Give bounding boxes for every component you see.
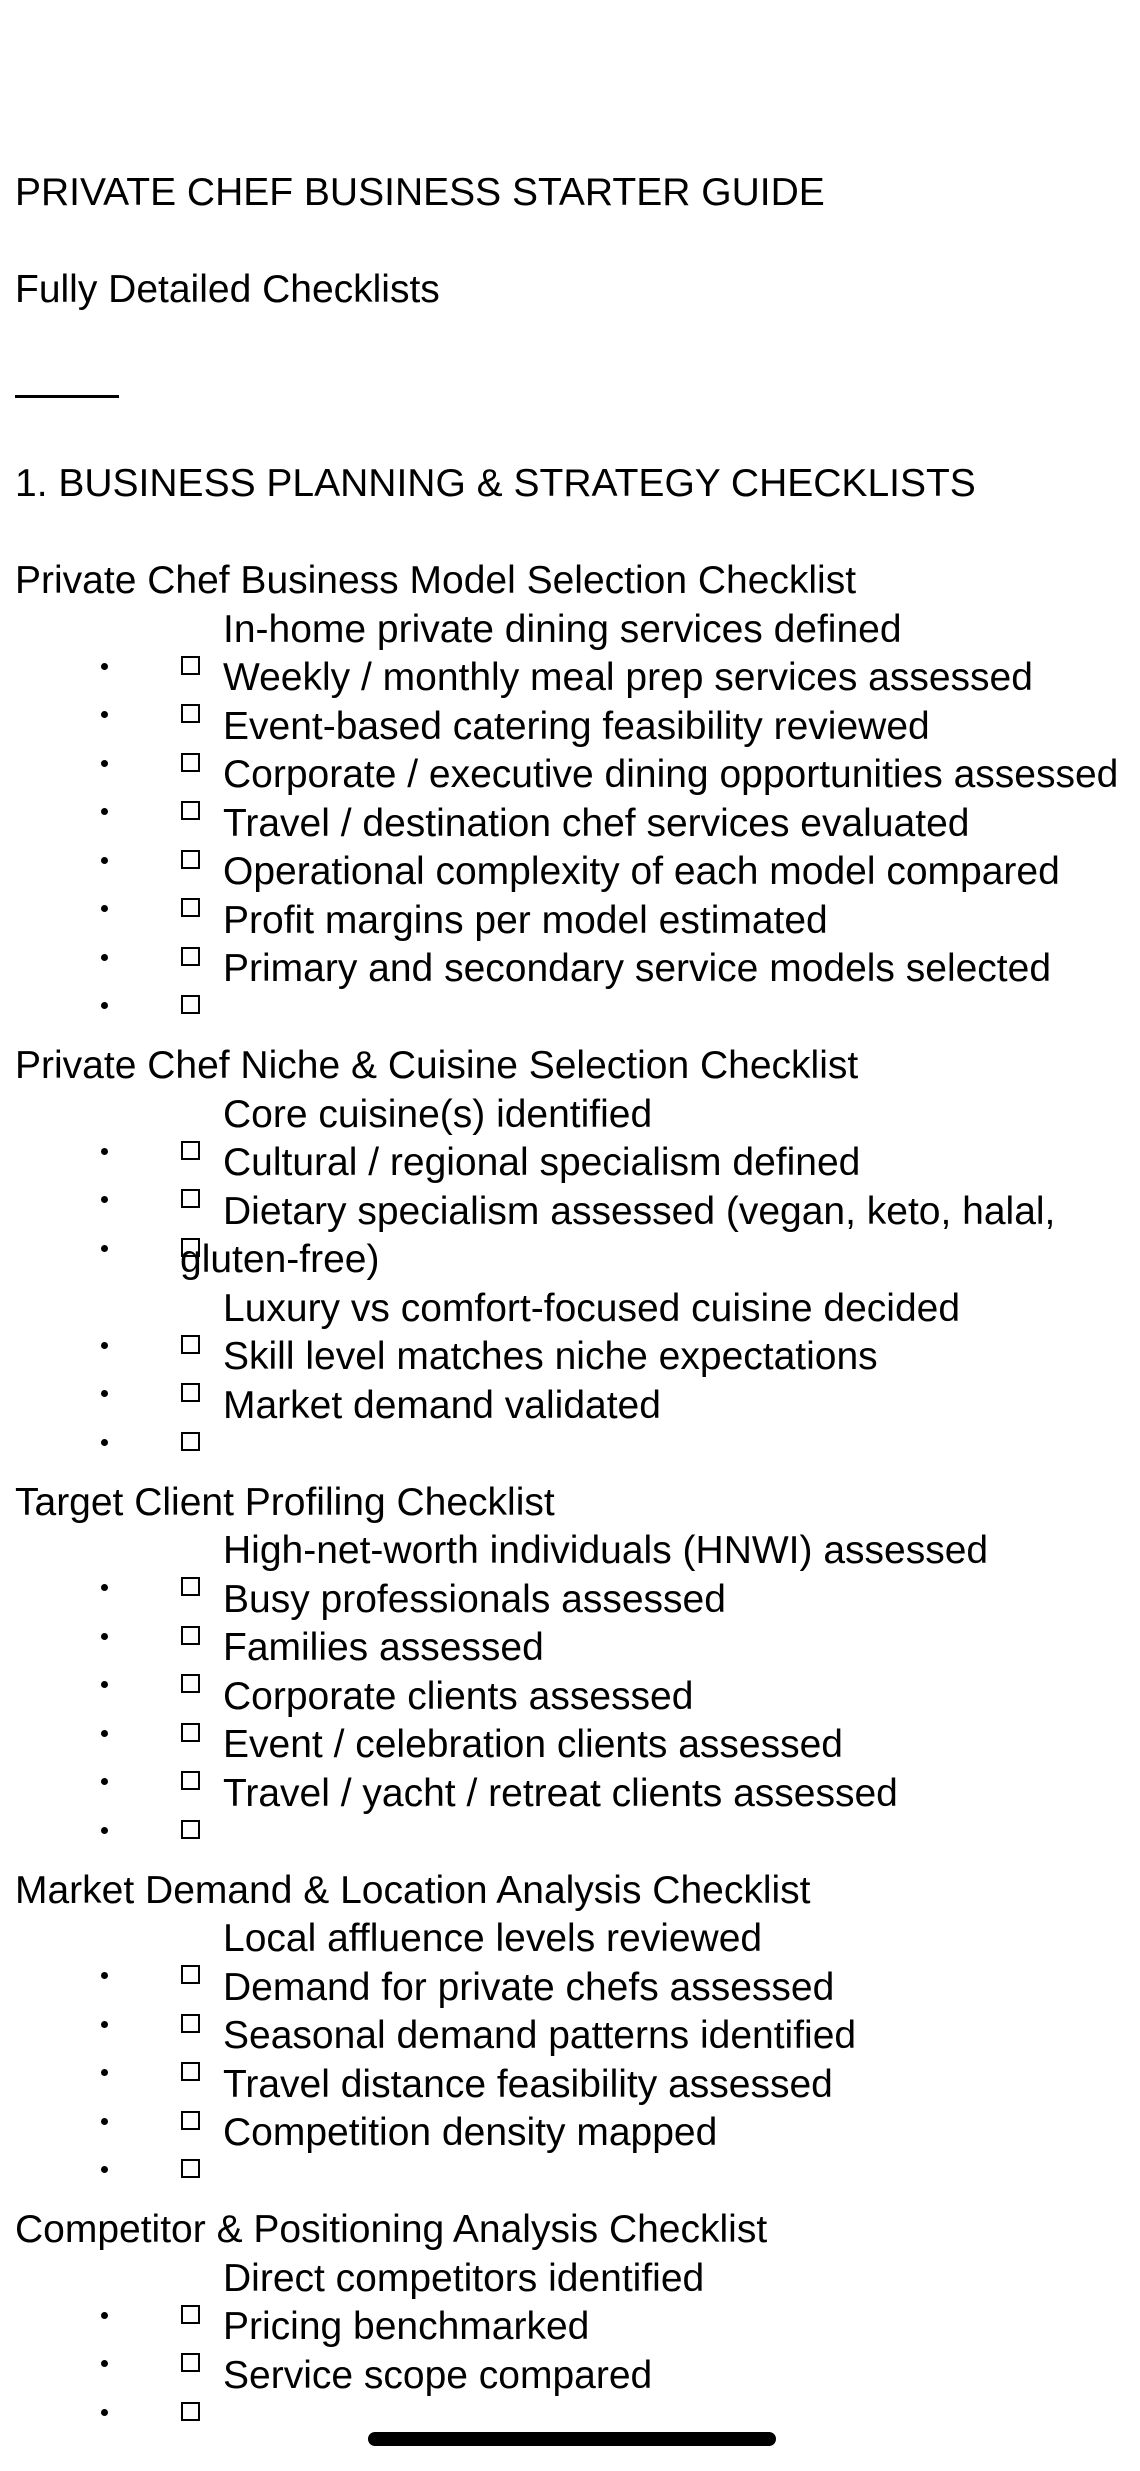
checklists-container (15, 557, 1135, 2400)
checklist-item (15, 1285, 1135, 1334)
document-title: PRIVATE CHEF BUSINESS STARTER GUIDE (15, 171, 825, 214)
document-body (15, 0, 1135, 2400)
checklist-item (15, 848, 1135, 897)
checklist-item-text: Weekly / monthly meal prep services assessed (223, 656, 1033, 699)
checklist-item (15, 2303, 1135, 2352)
checklist-item-text: Local affluence levels reviewed (223, 1917, 763, 1960)
empty-checkbox-icon[interactable] (181, 1432, 200, 1451)
checklist-item (15, 1139, 1135, 1188)
checklist-title: Market Demand & Location Analysis Checklist (15, 1868, 811, 1912)
horizontal-divider (15, 395, 119, 398)
checklist-item-text: In-home private dining services defined (223, 607, 902, 651)
divider-wrap (15, 363, 1135, 412)
checklist-item (15, 1770, 1135, 1819)
checklist-item (15, 1576, 1135, 1625)
checklist-item (15, 703, 1135, 752)
checklist-item-text: Event / celebration clients assessed (223, 1723, 844, 1766)
document-subtitle: Fully Detailed Checklists (15, 268, 440, 311)
checklist-item (15, 751, 1135, 800)
checklist-item (15, 1188, 1135, 1285)
checklist-item-text: Travel / yacht / retreat clients assessed (223, 1771, 898, 1815)
checklist-item (15, 2109, 1135, 2158)
checklist-item-text: Dietary specialism assessed (vegan, keto, halal, gluten-free) (180, 1189, 1056, 1281)
checklist-items (15, 1091, 1135, 1431)
checklist-item-text: Travel distance feasibility assessed (223, 2062, 833, 2106)
empty-checkbox-icon[interactable] (181, 2159, 200, 2178)
checklist-item (15, 800, 1135, 849)
checklist-item (15, 1382, 1135, 1431)
checklist-item-text: Direct competitors identified (223, 2256, 705, 2300)
checklist-item (15, 1333, 1135, 1382)
checklist-item (15, 2255, 1135, 2304)
section-heading: 1. BUSINESS PLANNING & STRATEGY CHECKLISTS (15, 462, 976, 505)
checklist-item-text: Core cuisine(s) identified (223, 1092, 653, 1136)
checklist-item (15, 2012, 1135, 2061)
checklist-title: Target Client Profiling Checklist (15, 1480, 555, 1524)
checklist-item-text: Luxury vs comfort-focused cuisine decided (223, 1286, 961, 1330)
checklist-item-text: Profit margins per model estimated (223, 898, 828, 942)
checklist-items (15, 1915, 1135, 2158)
home-indicator-bar[interactable] (368, 2432, 776, 2446)
checklist-item-text: Cultural / regional specialism defined (223, 1141, 861, 1184)
checklist-title: Private Chef Niche & Cuisine Selection Checklist (15, 1044, 859, 1087)
checklist-items (15, 1527, 1135, 1818)
checklist-item (15, 606, 1135, 655)
bullet-dot-icon (101, 1245, 108, 1252)
bullet-dot-icon (101, 1439, 108, 1446)
checklist-item-text: Busy professionals assessed (223, 1577, 726, 1621)
checklist-item-text: Operational complexity of each model compared (223, 850, 1060, 893)
checklist-item (15, 1673, 1135, 1722)
checklist-item (15, 654, 1135, 703)
bullet-dot-icon (101, 2166, 108, 2173)
empty-checkbox-icon[interactable] (181, 2402, 200, 2421)
checklist-item (15, 1624, 1135, 1673)
checklist-items (15, 606, 1135, 994)
checklist-item-text: Service scope compared (223, 2353, 653, 2397)
checklist-item (15, 1527, 1135, 1576)
checklist-item-text: Market demand validated (223, 1383, 661, 1427)
checklist-item-text: Skill level matches niche expectations (223, 1335, 878, 1378)
checklist-item-text: Event-based catering feasibility reviewed (223, 704, 930, 748)
checklist-item (15, 945, 1135, 994)
top-margin (15, 0, 1135, 169)
checklist-item-text: Families assessed (223, 1626, 544, 1669)
checklist-item (15, 1964, 1135, 2013)
empty-checkbox-icon[interactable] (181, 1238, 200, 1257)
empty-checkbox-icon[interactable] (181, 1820, 200, 1839)
bullet-dot-icon (101, 1002, 108, 1009)
checklist-item-text: Primary and secondary service models selected (223, 947, 1052, 990)
checklist-item-text: Corporate / executive dining opportunities assessed (223, 753, 1119, 796)
checklist-item (15, 897, 1135, 946)
checklist-item-text: Competition density mapped (223, 2111, 718, 2154)
checklist-title: Competitor & Positioning Analysis Checklist (15, 2208, 768, 2251)
checklist-title: Private Chef Business Model Selection Checklist (15, 559, 857, 602)
checklist-item-text: Corporate clients assessed (223, 1674, 694, 1718)
checklist-item (15, 2061, 1135, 2110)
checklist-item (15, 2352, 1135, 2401)
checklist-item (15, 1091, 1135, 1140)
checklist-item-text: Travel / destination chef services evaluated (223, 801, 970, 845)
bullet-dot-icon (101, 1827, 108, 1834)
checklist-item (15, 1721, 1135, 1770)
bullet-dot-icon (101, 2409, 108, 2416)
checklist-item-text: High-net-worth individuals (HNWI) assessed (223, 1529, 989, 1572)
checklist-item-text: Pricing benchmarked (223, 2305, 590, 2348)
checklist-item (15, 1915, 1135, 1964)
checklist-item-text: Demand for private chefs assessed (223, 1965, 835, 2009)
checklist-item-text: Seasonal demand patterns identified (223, 2014, 857, 2057)
checklist-items (15, 2255, 1135, 2401)
empty-checkbox-icon[interactable] (181, 995, 200, 1014)
